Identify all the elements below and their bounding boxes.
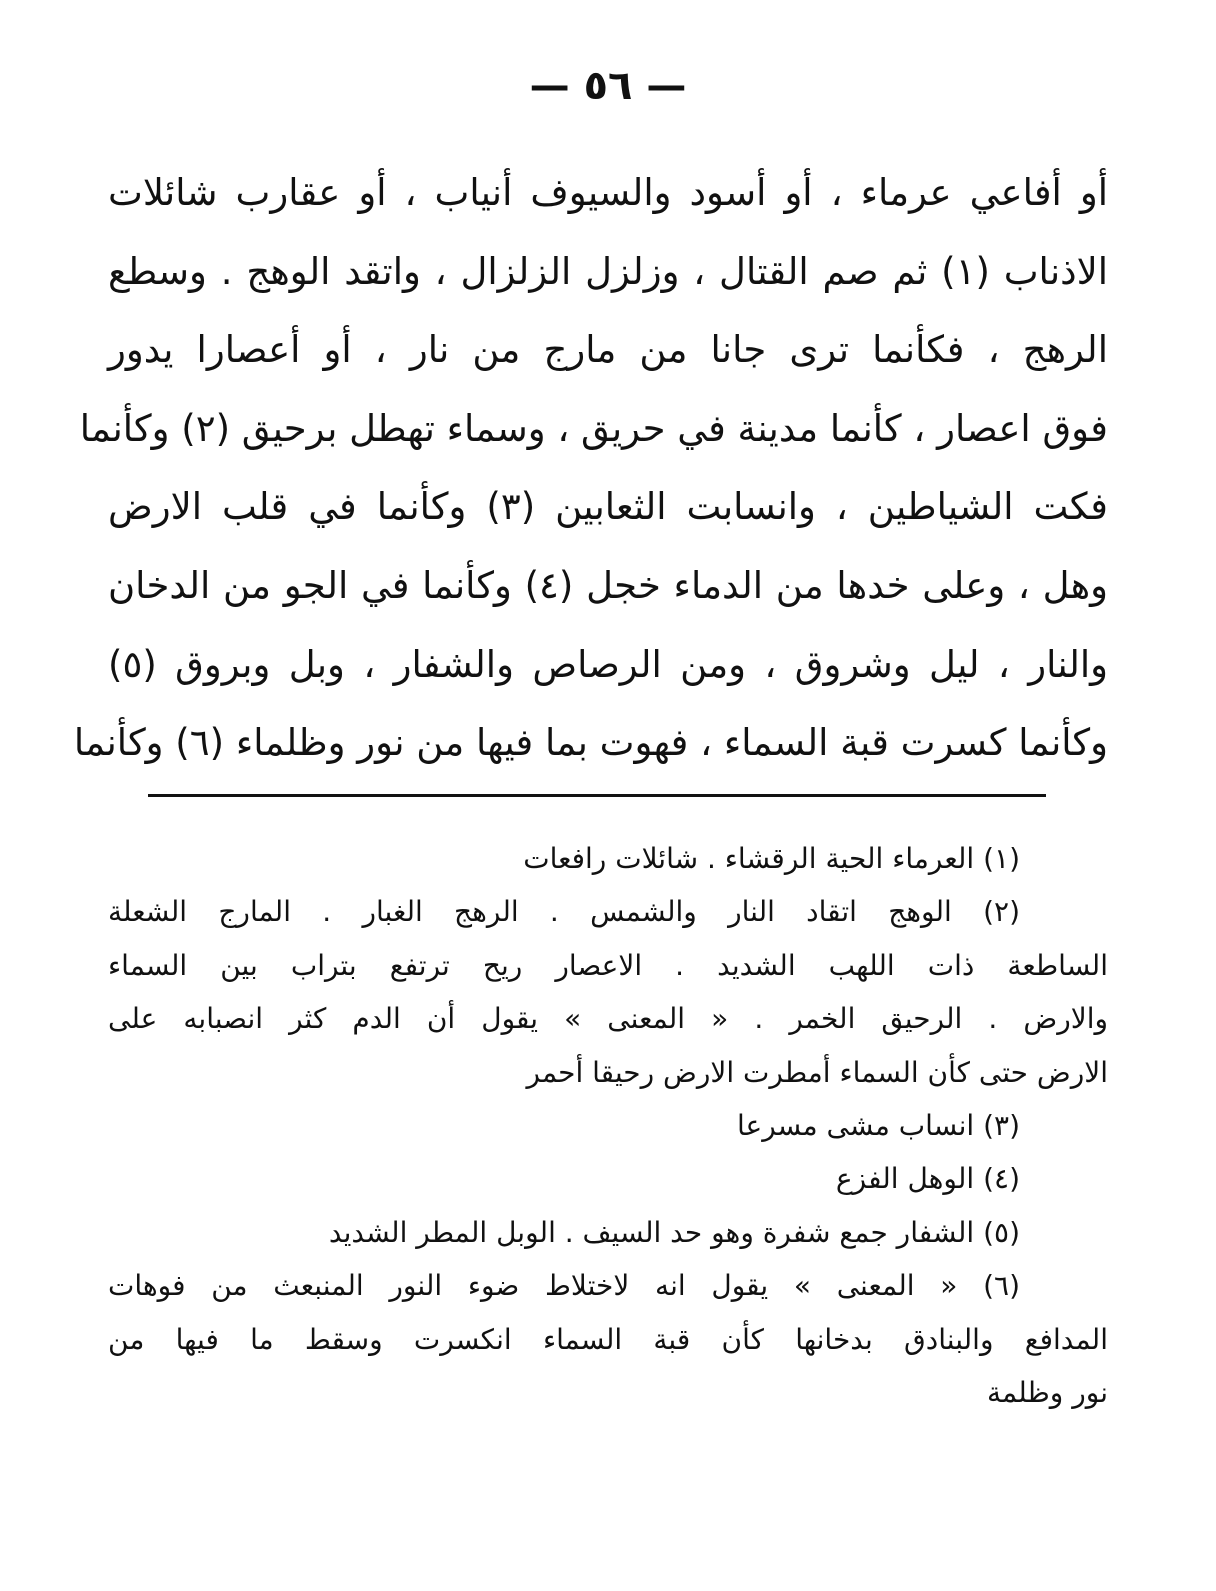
footnote-line: (٥) الشفار جمع شفرة وهو حد السيف . الوبل المطر الشديد bbox=[328, 1215, 1020, 1249]
footnote-line: المدافع والبنادق بدخانها كأن قبة السماء انكسرت وسقط ما فيها من bbox=[108, 1322, 1108, 1356]
footnote-separator bbox=[148, 794, 1046, 797]
footnote-line: الساطعة ذات اللهب الشديد . الاعصار ريح ترتفع بتراب بين السماء bbox=[108, 948, 1108, 982]
footnotes bbox=[108, 832, 1108, 1419]
footnote-line: (٢) الوهج اتقاد النار والشمس . الرهج الغبار . المارج الشعلة bbox=[108, 895, 1020, 929]
body-line: فكت الشياطين ، وانسابت الثعابين (٣) وكأنما في قلب الارض bbox=[108, 485, 1108, 529]
footnote-line: (٣) انساب مشى مسرعا bbox=[736, 1108, 1020, 1142]
body-line: الاذناب (١) ثم صم القتال ، وزلزل الزلزال ، واتقد الوهج . وسطع bbox=[108, 249, 1108, 293]
body-line: والنار ، ليل وشروق ، ومن الرصاص والشفار ، وبل وبروق (٥) bbox=[108, 642, 1108, 686]
page-number: — ٥٦ — bbox=[529, 63, 687, 109]
footnote-line: نور وظلمة bbox=[987, 1375, 1108, 1409]
footnote-line: والارض . الرحيق الخمر . « المعنى » يقول أن الدم كثر انصبابه على bbox=[108, 1002, 1108, 1036]
footnote-line: (٦) « المعنى » يقول انه لاختلاط ضوء النور المنبعث من فوهات bbox=[108, 1269, 1020, 1303]
footnote-line: الارض حتى كأن السماء أمطرت الارض رحيقا أحمر bbox=[526, 1055, 1108, 1089]
body-line: فوق اعصار ، كأنما مدينة في حريق ، وسماء تهطل برحيق (٢) وكأنما bbox=[79, 406, 1108, 450]
body-line: أو أفاعي عرماء ، أو أسود والسيوف أنياب ، أو عقارب شائلات bbox=[108, 171, 1108, 214]
body-line: وكأنما كسرت قبة السماء ، فهوت بما فيها من نور وظلماء (٦) وكأنما bbox=[73, 721, 1108, 765]
body-text bbox=[73, 154, 1108, 783]
body-line: الرهج ، فكأنما ترى جانا من مارج من نار ، أو أعصارا يدور bbox=[108, 328, 1108, 372]
footnote-line: (٤) الوهل الفزع bbox=[835, 1162, 1020, 1196]
footnote-line: (١) العرماء الحية الرقشاء . شائلات رافعات bbox=[523, 842, 1020, 875]
body-line: وهل ، وعلى خدها من الدماء خجل (٤) وكأنما في الجو من الدخان bbox=[108, 563, 1108, 607]
